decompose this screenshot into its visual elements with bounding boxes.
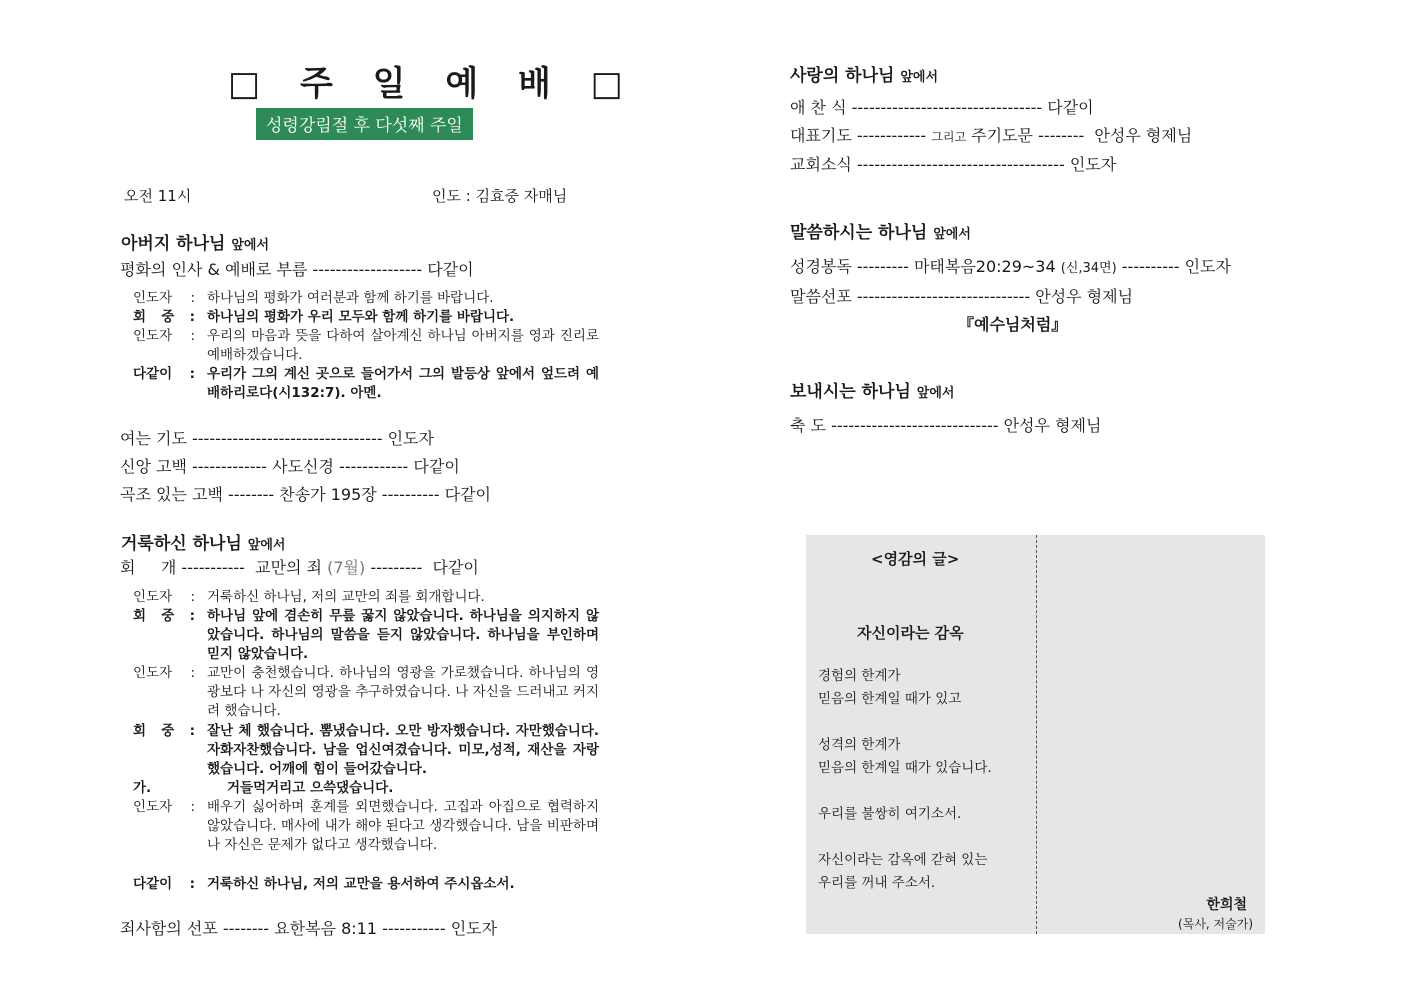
service-time: 오전 11시 xyxy=(124,187,192,205)
poem-line: 자신이라는 감옥에 갇혀 있는 xyxy=(818,852,988,868)
section-heading-sending xyxy=(790,377,954,402)
poem-line xyxy=(818,780,992,803)
order-row-scripture xyxy=(790,254,1231,277)
order-row-hymn: 곡조 있는 고백 -------- 찬송가 195장 ---------- 다같이 xyxy=(120,485,491,504)
service-leader: 인도 : 김효중 자매님 xyxy=(432,187,568,205)
poem-line: 믿음의 한계일 때가 있고 xyxy=(818,691,962,707)
row-month: (7월) xyxy=(327,558,366,577)
poem-line: 우리를 불쌍히 여기소서. xyxy=(818,806,962,822)
row-small-text: 그리고 xyxy=(931,130,967,144)
poem-line: 우리를 꺼내 주소서. xyxy=(818,875,936,891)
speaker-label: 다같이 : xyxy=(133,366,195,382)
poem-line xyxy=(818,711,992,734)
reading-line: 하나님의 평화가 우리 모두와 함께 하기를 바랍니다. xyxy=(207,309,515,325)
poem-line: 경험의 한계가 xyxy=(818,668,901,684)
section-heading-text: 아버지 하나님 xyxy=(121,234,226,254)
row-text: 주기도문 -------- 안성우 형제님 xyxy=(966,126,1193,145)
order-row-benediction: 축 도 ----------------------------- 안성우 형제님 xyxy=(790,416,1102,435)
poem-line: 믿음의 한계일 때가 있습니다. xyxy=(818,760,992,776)
reading-line: 거들먹거리고 으쓱댔습니다. xyxy=(227,780,394,796)
poem-line xyxy=(818,826,992,849)
row-text: --------- 다같이 xyxy=(365,558,479,577)
order-row-love-feast: 애 찬 식 --------------------------------- 다같이 xyxy=(790,98,1094,117)
poem-line: 성격의 한계가 xyxy=(818,737,901,753)
inspiration-box xyxy=(806,535,1265,934)
order-row-opening-prayer: 여는 기도 --------------------------------- 인도자 xyxy=(120,429,434,448)
order-row-sermon: 말씀선포 ------------------------------ 안성우 형제님 xyxy=(790,287,1134,306)
order-row-representative-prayer xyxy=(790,123,1192,146)
reading-line: 잘난 체 했습니다. 뽐냈습니다. 오만 방자했습니다. 자만했습니다. 자화자찬했습니다. 남을 업신여겼습니다. 미모,성적, 재산을 자랑했습니다. 어깨에 힘이 들어갔습니다. xyxy=(207,723,599,777)
column-divider xyxy=(1036,535,1037,934)
row-text: 대표기도 ------------ xyxy=(790,126,932,145)
speaker-label: 인도자 : xyxy=(133,799,195,815)
section-heading-suffix: 앞에서 xyxy=(933,227,971,242)
section-heading-suffix: 앞에서 xyxy=(247,538,286,553)
order-row-announcements: 교회소식 ------------------------------------ 인도자 xyxy=(790,155,1117,174)
reading-line: 배우기 싫어하며 훈계를 외면했습니다. 고집과 아집으로 협력하지 않았습니다. 매사에 내가 해야 된다고 생각했습니다. 남을 비판하며 나 자신은 문제가 없다고 생각했습니다. xyxy=(207,799,599,853)
order-row-greeting: 평화의 인사 & 예배로 부름 ------------------- 다같이 xyxy=(120,260,474,279)
subtitle-badge: 성령강림절 후 다섯째 주일 xyxy=(256,108,473,140)
speaker-label: 인도자 : xyxy=(133,665,195,681)
sermon-title: 『예수님처럼』 xyxy=(958,315,1068,334)
poem-author-role: (목사, 저술가) xyxy=(1178,917,1253,931)
reading-line: 교만이 충천했습니다. 하나님의 영광을 가로챘습니다. 하나님의 영광보다 나 자신의 영광을 추구하였습니다. 나 자신을 드러내고 커지려 했습니다. xyxy=(207,665,599,719)
section-heading-text: 거룩하신 하나님 xyxy=(121,534,242,554)
responsive-reading-2 xyxy=(133,588,599,898)
section-heading-father xyxy=(121,229,269,254)
section-heading-text: 사랑의 하나님 xyxy=(790,66,895,86)
row-text: 성경봉독 --------- 마태복음20:29~34 xyxy=(790,257,1061,276)
section-heading-love xyxy=(790,61,938,86)
speaker-label: 회 중 : xyxy=(133,608,195,624)
reading-line: 거룩하신 하나님, 저의 교만을 용서하여 주시옵소서. xyxy=(207,876,515,892)
speaker-label: 회 중 : xyxy=(133,723,195,739)
section-heading-suffix: 앞에서 xyxy=(231,238,270,253)
page-title: □ 주 일 예 배 □ xyxy=(228,64,637,104)
speaker-label: 가. xyxy=(133,780,152,796)
poem-body xyxy=(818,665,992,895)
reading-line: 하나님 앞에 겸손히 무릎 꿇지 않았습니다. 하나님을 의지하지 않았습니다. 하나님의 말씀을 듣지 않았습니다. 하나님을 부인하며 믿지 않았습니다. xyxy=(207,608,599,662)
section-heading-suffix: 앞에서 xyxy=(916,386,955,401)
reading-line: 거룩하신 하나님, 저의 교만의 죄를 회개합니다. xyxy=(207,589,485,605)
speaker-label: 인도자 : xyxy=(133,290,195,306)
reading-line: 하나님의 평화가 여러분과 함께 하기를 바랍니다. xyxy=(207,290,494,306)
section-heading-word xyxy=(790,218,971,243)
speaker-label: 다같이 : xyxy=(133,876,195,892)
order-row-absolution: 죄사함의 선포 -------- 요한복음 8:11 ----------- 인도자 xyxy=(120,919,498,938)
speaker-label: 인도자 : xyxy=(133,589,195,605)
row-text: 회 개 ----------- 교만의 죄 xyxy=(120,558,328,577)
section-heading-holy xyxy=(121,529,285,554)
responsive-reading-1 xyxy=(133,289,599,409)
inspiration-heading: <영감의 글> xyxy=(871,550,960,568)
order-row-repentance xyxy=(120,555,479,578)
order-row-creed: 신앙 고백 ------------- 사도신경 ------------ 다같이 xyxy=(120,457,460,476)
section-heading-text: 말씀하시는 하나님 xyxy=(790,223,928,243)
poem-title: 자신이라는 감옥 xyxy=(857,624,964,642)
section-heading-suffix: 앞에서 xyxy=(900,70,939,85)
row-small-text: (신,34면) xyxy=(1060,261,1117,276)
reading-line: 우리가 그의 계신 곳으로 들어가서 그의 발등상 앞에서 엎드려 예배하리로다(시132:7). 아멘. xyxy=(207,366,599,401)
section-heading-text: 보내시는 하나님 xyxy=(790,382,911,402)
reading-line: 우리의 마음과 뜻을 다하여 살아계신 하나님 아버지를 영과 진리로 예배하겠습니다. xyxy=(207,328,599,363)
poem-author: 한희철 xyxy=(1206,897,1247,913)
speaker-label: 회 중 : xyxy=(133,309,195,325)
speaker-label: 인도자 : xyxy=(133,328,195,344)
row-text: ---------- 인도자 xyxy=(1116,257,1231,276)
